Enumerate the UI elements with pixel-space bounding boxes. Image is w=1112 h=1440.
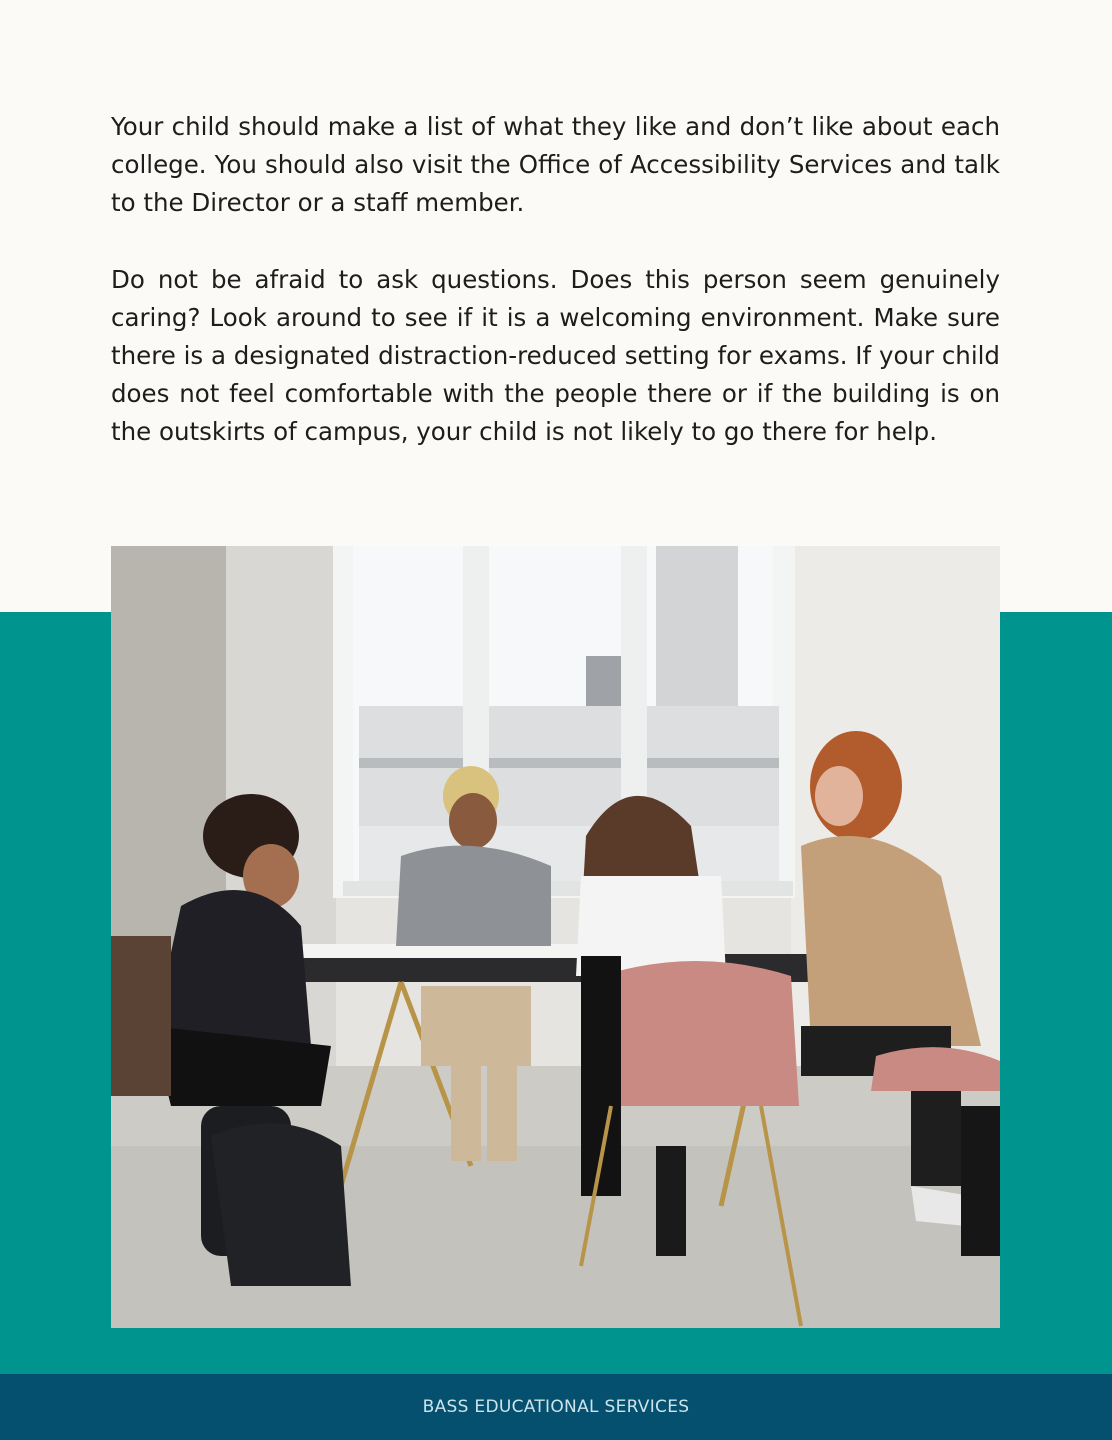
- students-photo: [111, 546, 1000, 1328]
- body-text: [111, 108, 1000, 490]
- page-footer: [0, 1374, 1112, 1440]
- paragraph-1: Your child should make a list of what they like and don’t like about each college. You should also visit the Office of Accessibility Services and talk to the Director or a staff member.: [111, 112, 1000, 218]
- paragraph-2: Do not be afraid to ask questions. Does this person seem genuinely caring? Look around to see if it is a welcoming environment. Make sure there is a designated distraction-reduced setting for exams. If your child does not feel comfortable with the people there or if the building is on the outskirts of campus, your child is not likely to go there for help.: [111, 264, 1000, 447]
- footer-text: BASS EDUCATIONAL SERVICES: [422, 1397, 690, 1417]
